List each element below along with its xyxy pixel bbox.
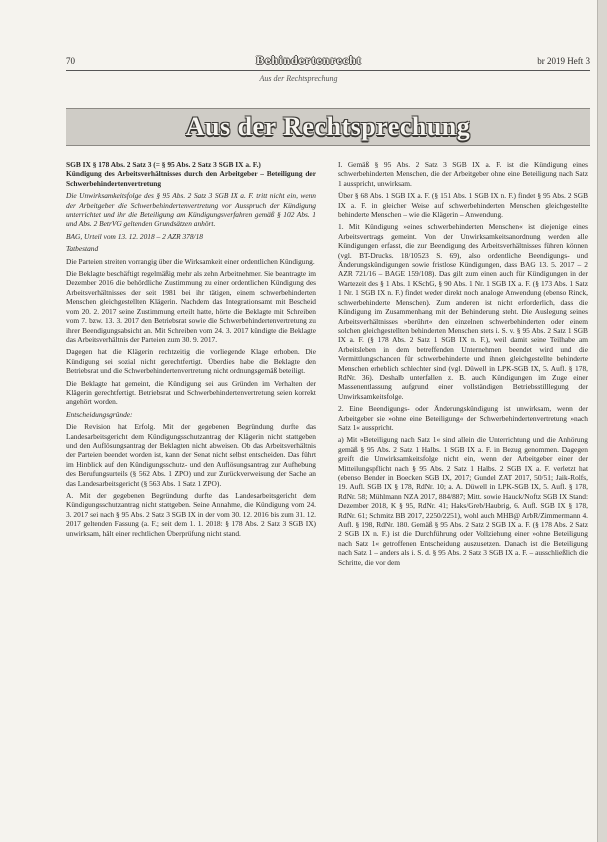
- paragraph: Die Parteien streiten vorrangig über die Wirksamkeit einer ordentlichen Kündigung.: [66, 256, 315, 266]
- banner-title: Aus der Rechtsprechung: [185, 112, 471, 141]
- paragraph: 2. Eine Beendigungs- oder Änderungskündigung ist unwirksam, wenn der Arbeitgeber sie »ohne eine Beteiligung« der Schwerbehindertenvertretung »nach Satz 1« ausspricht.: [338, 404, 588, 432]
- paragraph: 1. Mit Kündigung »eines schwerbehinderten Menschen« ist diejenige eines Arbeitsvertrags gemeint. Von der Unwirksamkeitsanordnung werden alle Kündigungen erfasst, die zur Beendigung des Arbeitsverhältnisses führen können (vgl. BT-Drucks. 18/10523 S. 69), also ordentliche Beendigungs- und Änderungskündigungen sowie fristlose Kündigungen, dass BAG 13. 5. 2017 – 2 AZR 721/16 – BAGE 159/108). Das gilt zum einen auch für Kündigungen in der Wartezeit des § 1 Abs. 1 KSchG, § 90 Abs. 1 Nr. 1 SGB IX a. F. (§ 173 Abs. 1 Satz 1 Nr. 1 SGB IX n. F.) findet weder direkt noch analoge Anwendung (ebenso Rinck, schwerbehinderte Menschen). Zum anderen ist nicht erforderlich, dass die Kündigung im Zusammenhang mit der Behinderung steht. Die Auslegung seines Arbeitsverhältnisses »berührt« den einzelnen schwerbehinderten oder einem solchen gleichgestellten behinderten Menschen stets i. S. v. § 95 Abs. 2 Satz 1 SGB IX a. F. (§ 178 Abs. 2 Satz 1 SGB IX n. F.), weil damit seine Teilhabe am Arbeitsleben in dem betreffenden Unternehmen beendet wird und die Vermittlungschancen für schwerbehinderte und ihnen gleichgestellte behinderte Menschen erheblich schlechter sind (vgl. Düwell in LPK-SGB IX, 5. Aufl. § 178, RdNr. 36). Deshalb unterfallen z. B. auch Kündigungen im Zuge einer Massenentlassung aufgrund einer vollständigen Betriebsstilllegung der Unwirksamkeitsfolge.: [338, 222, 588, 401]
- paragraph: I. Gemäß § 95 Abs. 2 Satz 3 SGB IX a. F. ist die Kündigung eines schwerbehinderten Menschen, die der Arbeitgeber ohne eine Beteiligung nach Satz 1 ausspricht, unwirksam.: [338, 160, 588, 188]
- paragraph: A. Mit der gegebenen Begründung durfte das Landesarbeitsgericht dem Kündigungsschutzantrag nicht stattgeben. Seine Annahme, die Kündigung vom 24. 3. 2017 sei nach § 95 Abs. 2 Satz 3 SGB IX in der vom 30. 12. 2016 bis zum 31. 12. 2017 geltenden Fassung (a. F.; seit dem 1. 1. 2018: § 178 Abs. 2 Satz 3 SGB IX) unwirksam, hält einer rechtlichen Überprüfung nicht stand.: [66, 491, 316, 538]
- paragraph: Die Revision hat Erfolg. Mit der gegebenen Begründung durfte das Landesarbeitsgericht dem Kündigungsschutzantrag der Klägerin nicht stattgeben und den Auflösungsantrag der Beklagten nicht abweisen. Ob das Arbeitsverhältnis der Parteien beendet worden ist, kann der Senat nicht selbst entscheiden. Das führt im Hinblick auf den Kündigungsschutz- und den Auflösungsantrag zur Aufhebung des Berufungsurteils (§ 562 Abs. 1 ZPO) und zur Zurückverweisung der Sache an das Landesarbeitsgericht (§ 563 Abs. 1 Satz 1 ZPO).: [66, 422, 316, 488]
- issue-label: br 2019 Heft 3: [537, 56, 590, 66]
- case-heading: SGB IX § 178 Abs. 2 Satz 3 (= § 95 Abs. 2 Satz 3 SGB IX a. F.) Kündigung des Arbeitsverhältnisses durch den Arbeitgeber – Beteiligung der Schwerbehindertenvertretung: [66, 160, 316, 188]
- gruende-heading: Entscheidungsgründe:: [66, 409, 133, 419]
- case-headnote: Die Unwirksamkeitsfolge des § 95 Abs. 2 Satz 3 SGB IX a. F. tritt nicht ein, wenn der Arbeitgeber die Schwerbehindertenvertretung vor Ausspruch der Kündigung unterrichtet und ihr die Beteiligung am Kündigungsverfahren gemäß § 102 Abs. 1 und Abs. 2 BetrVG geltenden Grundsätzen anhört.: [66, 191, 316, 229]
- header-rule: [66, 70, 590, 71]
- paragraph: Dagegen hat die Klägerin rechtzeitig die vorliegende Klage erhoben. Die Kündigung sei sozial nicht gerechtfertigt. Überdies habe die Beklagte den Betriebsrat und die Schwerbehindertenvertretung nicht ordnungsgemäß beteiligt.: [66, 347, 316, 376]
- case-citation: BAG, Urteil vom 13. 12. 2018 – 2 AZR 378/18: [66, 231, 203, 241]
- left-column: [66, 160, 316, 790]
- paragraph: Über § 68 Abs. 1 SGB IX a. F. (§ 151 Abs. 1 SGB IX n. F.) findet § 95 Abs. 2 SGB IX a. F. in gleicher Weise auf schwerbehinderten Menschen gleichgestellte behinderte Menschen – wie die Klägerin – Anwendung.: [338, 191, 588, 220]
- running-head: [66, 53, 590, 70]
- paragraph: a) Mit »Beteiligung nach Satz 1« sind allein die Unterrichtung und die Anhörung gemäß § 95 Abs. 2 Satz 1 Halbs. 1 SGB IX a. F. in Bezug genommen. Dagegen greift die Unwirksamkeitsfolge nicht ein, wenn der Arbeitgeber einer der Mitteilungspflicht nach § 95 Abs. 2 Satz 1 Halbs. 2 SGB IX a. F. verletzt hat (ebenso Bender in Boecken SGB IX, 2017; Gundel ZAT 2017, 50/51; Jaik-Rolfs, 19. Aufl. SGB IX § 178, RdNr. 10; a. A. Düwell in LPK-SGB IX, 5. Aufl. § 178, RdNr. 58; Mühlmann NZA 2017, 884/887; Mitt. sowie Hauck/Noftz SGB IX Stand: Dezember 2018, K § 95, RdNr. 41; Haks/Greb/Haubrig, 6. Aufl. SGB IX § 178, RdNr. 61; Schmitz BB 2017, 2250/2251), wohl auch MHB@ ArbR/Zimmermann 4. Aufl. § 198, RdNr. 180. Gemäß § 95 Abs. 2 Satz 2 SGB IX a. F. (§ 178 Abs. 2 Satz 2 SGB IX n. F.) ist die Durchführung oder Vollziehung einer »ohne Beteiligung nach Satz 1« getroffenen Entscheidung auszusetzen. Danach ist die Beteiligung nach Satz 1 – anders als i. S. d. § 95 Abs. 2 Satz 3 SGB IX a. F. – ausschließlich die Schritte, die vor dem: [338, 435, 588, 567]
- section-label: Aus der Rechtsprechung: [259, 74, 338, 83]
- journal-title: Behindertenrecht: [256, 53, 362, 67]
- tatbestand-heading: Tatbestand: [66, 244, 99, 254]
- right-column: [338, 160, 588, 790]
- section-banner: [66, 108, 590, 146]
- paragraph: Die Beklagte beschäftigt regelmäßig mehr als zehn Arbeitnehmer. Sie beantragte im Dezember 2016 die behördliche Zustimmung zu einer ordentlichen Kündigung des Arbeitsverhältnisses der seit 1981 bei ihr tätigen, einem schwerbehinderten Menschen gleichgestellten Klägerin. Nachdem das Integrationsamt mit Bescheid vom 20. 2. 2017 seine Zustimmung erteilt hatte, hörte die Beklagte mit Schreiben vom 7. bzw. 13. 3. 2017 den Betriebsrat sowie die Schwerbehindertenvertretung zu ihrer Beendigungsabsicht an. Mit Schreiben vom 24. 3. 2017 kündigte die Beklagte das Arbeitsverhältnis der Parteien zum 30. 9. 2017.: [66, 269, 316, 344]
- paragraph: Die Beklagte hat gemeint, die Kündigung sei aus Gründen im Verhalten der Klägerin gerechtfertigt. Betriebsrat und Schwerbehindertenvertretung seien korrekt angehört worden.: [66, 378, 316, 407]
- page-number: 70: [66, 56, 75, 66]
